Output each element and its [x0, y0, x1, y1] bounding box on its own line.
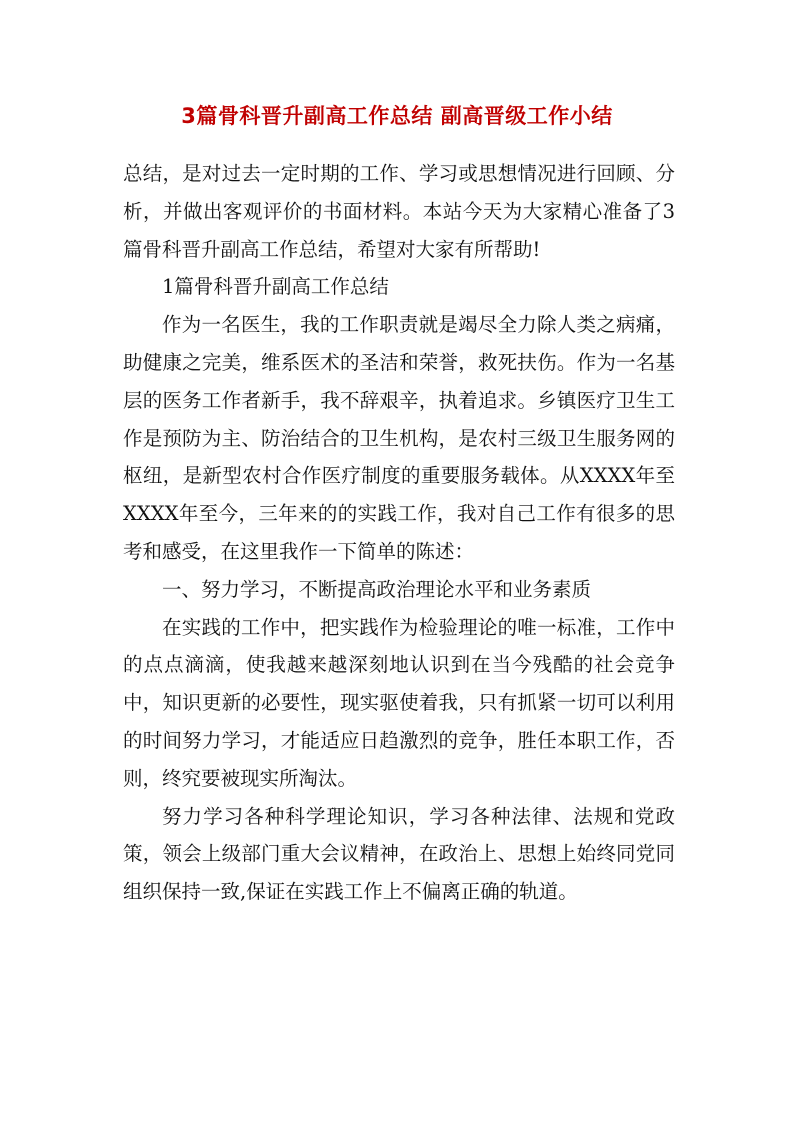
section-heading: 1篇骨科晋升副高工作总结 [162, 275, 389, 299]
subsection-heading: 一、努力学习，不断提高政治理论水平和业务素质 [162, 577, 592, 601]
document-title: 3篇骨科晋升副高工作总结 副高晋级工作小结 [181, 104, 613, 128]
body-paragraph: 在实践的工作中，把实践作为检验理论的唯一标准，工作中的点点滴滴，使我越来越深刻地认识到在当今残酷的社会竞争中，知识更新的必要性，现实驱使着我，只有抓紧一切可以利用的时间努力学习，才能适应日趋激烈的竞争，胜任本职工作，否则，终究要被现实所淘汰。 [123, 615, 675, 790]
document-body [123, 155, 675, 911]
body-paragraph: 作为一名医生，我的工作职责就是竭尽全力除人类之病痛，助健康之完美，维系医术的圣洁和荣誉，救死扶伤。作为一名基层的医务工作者新手，我不辞艰辛，执着追求。乡镇医疗卫生工作是预防为主、防治结合的卫生机构，是农村三级卫生服务网的枢纽，是新型农村合作医疗制度的重要服务载体。从XXXX年至XXXX年至今，三年来的的实践工作，我对自己工作有很多的思考和感受，在这里我作一下简单的陈述： [123, 313, 675, 563]
intro-paragraph: 总结，是对过去一定时期的工作、学习或思想情况进行回顾、分析，并做出客观评价的书面材料。本站今天为大家精心准备了3篇骨科晋升副高工作总结，希望对大家有所帮助! [123, 162, 675, 261]
body-paragraph: 努力学习各种科学理论知识，学习各种法律、法规和党政策，领会上级部门重大会议精神，在政治上、思想上始终同党同组织保持一致,保证在实践工作上不偏离正确的轨道。 [123, 804, 675, 904]
